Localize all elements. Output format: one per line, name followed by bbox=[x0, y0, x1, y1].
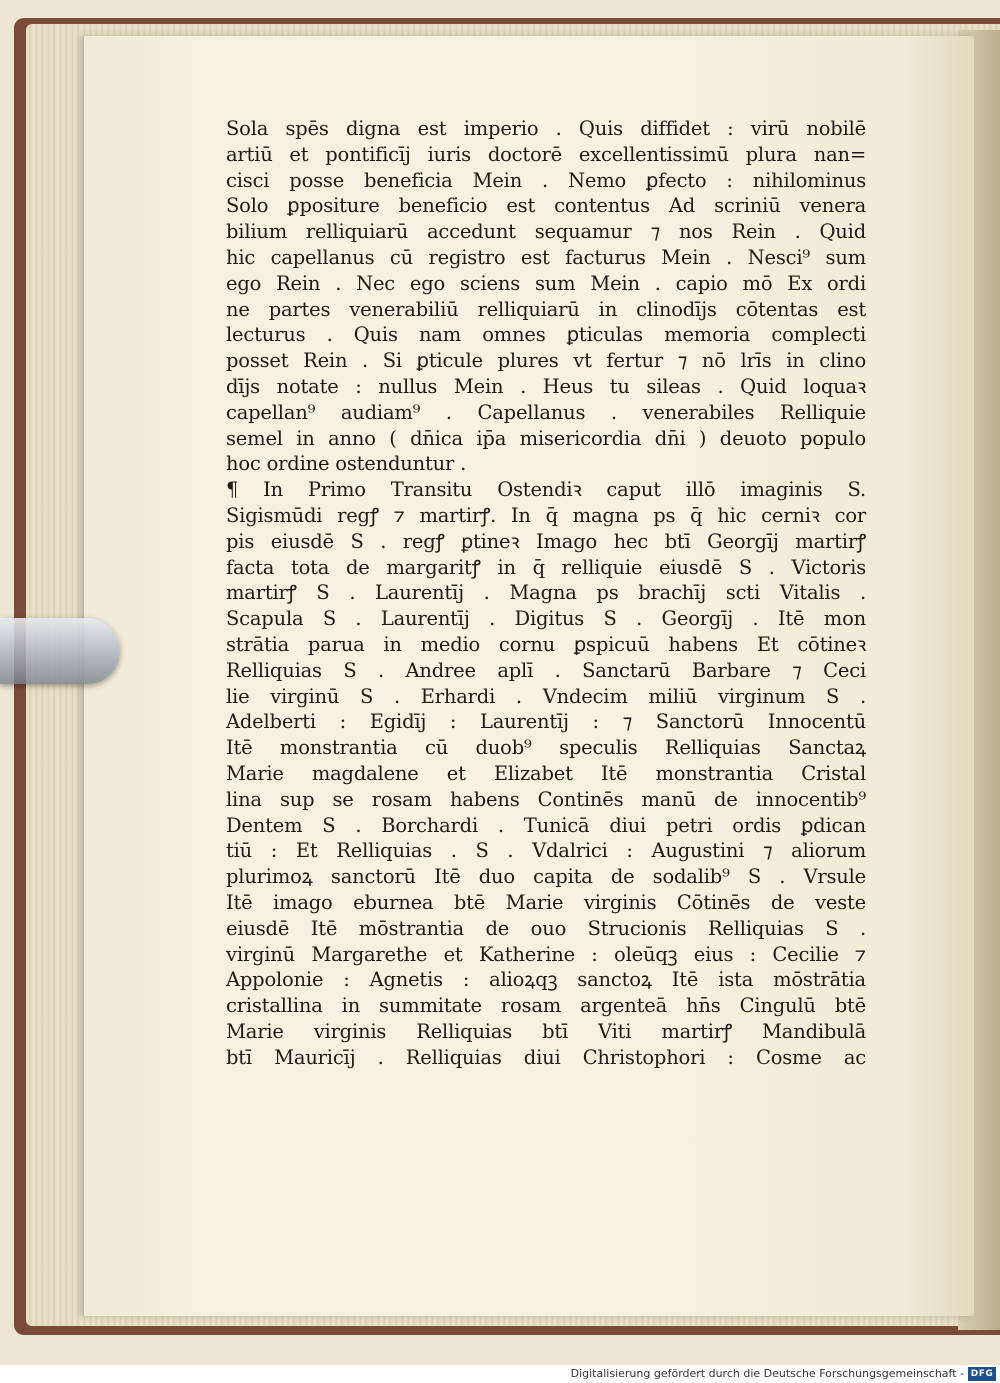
text-line: ego Rein . Nec ego sciens sum Mein . capio mō Ex ordi bbox=[226, 271, 866, 295]
text-line: lie virginū S . Erhardi . Vndecim miliū virginum S . bbox=[226, 684, 866, 708]
text-line: tiū : Et Relliquias . S . Vdalrici : Augustini ⁊ aliorum bbox=[226, 839, 866, 863]
text-line: capellan⁹ audiam⁹ . Capellanus . venerabiles Relliquie bbox=[226, 400, 866, 424]
text-line: strātia parua in medio cornu ꝑspicuū habens Et cōtineꝛ bbox=[226, 632, 866, 656]
text-line: Solo ꝑpositure beneficio est contentus Ad scriniū venera bbox=[226, 194, 866, 218]
text-line: Relliquias S . Andree aplī . Sanctarū Barbare ⁊ Ceci bbox=[226, 658, 866, 682]
text-line: Adelberti : Egidīј : Laurentīј : ⁊ Sanctorū Innocentū bbox=[226, 710, 866, 734]
text-line: pis eiusdē S . regꝭ ꝑtineꝛ Imago hec btī Georgīј martirꝭ bbox=[226, 529, 866, 553]
text-line: cristallina in summitate rosam argenteā hn̄s Cingulū btē bbox=[226, 994, 866, 1018]
text-line: Marie magdalene et Elizabet Itē monstrantia Cristal bbox=[226, 761, 866, 785]
text-line: martirꝭ S . Laurentīј . Magna ps brachīј scti Vitalis . bbox=[226, 581, 866, 605]
text-line: plurimoꝝ sanctorū Itē duo capita de sodalib⁹ S . Vrsule bbox=[226, 865, 866, 889]
dfg-logo: DFG bbox=[968, 1367, 996, 1381]
page-holder-clip bbox=[0, 618, 120, 684]
text-line: artiū et pontificīj iuris doctorē excellentissimū plura nan= bbox=[226, 142, 866, 166]
digitization-credit: Digitalisierung gefördert durch die Deutsche Forschungsgemeinschaft - bbox=[570, 1367, 964, 1380]
text-line: Itē monstrantia cū duob⁹ speculis Relliquias Sanctaꝝ bbox=[226, 736, 866, 760]
text-line: bilium relliquiarū accedunt sequamur ⁊ nos Rein . Quid bbox=[226, 220, 866, 244]
text-line: lina sup se rosam habens Continēs manū de innocentib⁹ bbox=[226, 787, 866, 811]
text-line: Sigismūdi regꝭ ⁊ martirꝭ. In q̄ magna ps q̄ hic cerniꝛ cor bbox=[226, 503, 866, 527]
text-line: semel in anno ( dn̄ica ip̄a misericordia dn̄i ) deuoto populo bbox=[226, 426, 866, 450]
text-line: virginū Margarethe et Katherine : oleūqꝫ eius : Cecilie ⁊ bbox=[226, 942, 866, 966]
text-line: Sola spēs digna est imperio . Quis diffidet : virū nobilē bbox=[226, 117, 866, 140]
text-line: Dentem S . Borchardi . Tunicā diui petri ordis ꝑdican bbox=[226, 813, 866, 837]
text-line: Scapula S . Laurentīј . Digitus S . Georgīј . Itē mon bbox=[226, 607, 866, 631]
text-line: ne partes venerabiliū relliquiarū in clinodīјs cōtentas est bbox=[226, 297, 866, 321]
text-line: hic capellanus cū registro est facturus Mein . Nesci⁹ sum bbox=[226, 245, 866, 269]
text-line: hoc ordine ostenduntur . bbox=[226, 452, 467, 476]
text-line: Appolonie : Agnetis : alioꝝqꝫ sanctoꝝ Itē ista mōstrātia bbox=[226, 968, 866, 992]
text-line: facta tota de margaritꝭ in q̄ relliquie eiusdē S . Victoris bbox=[226, 555, 866, 579]
text-line: ¶ In Primo Transitu Ostendiꝛ caput illō imaginis S. bbox=[226, 478, 866, 502]
text-line: posset Rein . Si ꝑticule plures vt fertur ⁊ nō lrīs in clino bbox=[226, 349, 866, 373]
footer-bar bbox=[0, 1365, 1000, 1383]
printed-text-block bbox=[226, 116, 866, 1070]
text-line: dīјs notate : nullus Mein . Heus tu sileas . Quid loquaꝛ bbox=[226, 374, 866, 398]
text-line: btī Mauricīј . Relliquias diui Christophori : Cosme ac bbox=[226, 1045, 866, 1069]
text-line: Itē imago eburnea btē Marie virginis Cōtinēs de veste bbox=[226, 890, 866, 914]
text-line: cisci posse beneficia Mein . Nemo ꝑfecto : nihilominus bbox=[226, 168, 866, 192]
text-line: Marie virginis Relliquias btī Viti martirꝭ Mandibulā bbox=[226, 1019, 866, 1043]
text-line: lecturus . Quis nam omnes ꝑticulas memoria complecti bbox=[226, 323, 866, 347]
text-line: eiusdē Itē mōstrantia de ouo Strucionis Relliquias S . bbox=[226, 916, 866, 940]
